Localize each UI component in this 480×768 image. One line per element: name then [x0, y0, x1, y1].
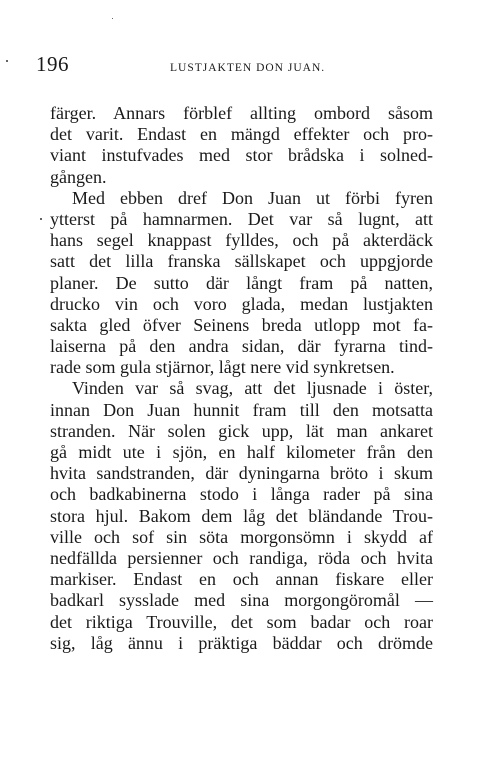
text-line: nedfällda persienner och randiga, röda och hvita	[50, 547, 433, 568]
paragraph-1	[50, 103, 433, 188]
text-line: Med ebben dref Don Juan ut förbi fyren	[72, 187, 433, 208]
text-line: planer. De sutto där långt fram på natten,	[50, 272, 433, 293]
text-line: rade som gula stjärnor, lågt nere vid synkretsen.	[50, 357, 395, 378]
text-line: gången.	[50, 166, 107, 187]
text-line: satt det lilla franska sällskapet och uppgjorde	[50, 251, 433, 272]
print-speck	[6, 60, 8, 62]
text-line: Vinden var så svag, att det ljusnade i öster,	[72, 378, 433, 399]
text-line: hvita sandstranden, där dyningarna bröto i skum	[50, 463, 433, 484]
text-line: och badkabinerna stodo i långa rader på sina	[50, 484, 433, 505]
text-line: färger. Annars förblef allting ombord såsom	[50, 103, 433, 123]
page-number: 196	[36, 52, 69, 76]
text-line: gå midt ute i sjön, en half kilometer från den	[50, 442, 433, 462]
paragraph-3	[50, 378, 433, 653]
print-speck	[40, 218, 42, 220]
text-line: stora hjul. Bakom dem låg det bländande Trou-	[50, 505, 433, 526]
text-line: stranden. När solen gick upp, lät man ankaret	[50, 420, 433, 441]
body-text	[50, 103, 433, 654]
text-line: viant instufvades med stor brådska i solned-	[50, 145, 433, 166]
text-line: ytterst på hamnarmen. Det var så lugnt, att	[50, 208, 433, 229]
text-line: ville och sof sin söta morgonsömn i skydd af	[50, 526, 433, 547]
text-line: sig, låg ännu i präktiga bäddar och drömde	[50, 632, 433, 653]
text-line: markiser. Endast en och annan fiskare eller	[50, 569, 433, 590]
page-header	[36, 52, 456, 78]
paragraph-2	[50, 188, 433, 379]
text-line: innan Don Juan hunnit fram till den motsatta	[50, 399, 433, 420]
text-line: det varit. Endast en mängd effekter och pro-	[50, 124, 433, 145]
text-line: laiserna på den andra sidan, där fyrarna tind-	[50, 336, 433, 357]
text-line: det riktiga Trouville, det som badar och roar	[50, 611, 433, 632]
text-line: drucko vin och voro glada, medan lustjakten	[50, 293, 433, 314]
text-line: hans segel knappast fylldes, och på akterdäck	[50, 230, 433, 251]
running-title: LUSTJAKTEN DON JUAN.	[170, 62, 326, 74]
text-line: sakta gled öfver Seinens breda utlopp mot fa-	[50, 314, 433, 335]
text-line: badkarl sysslade med sina morgongöromål —	[50, 590, 433, 611]
print-speck	[112, 18, 113, 19]
